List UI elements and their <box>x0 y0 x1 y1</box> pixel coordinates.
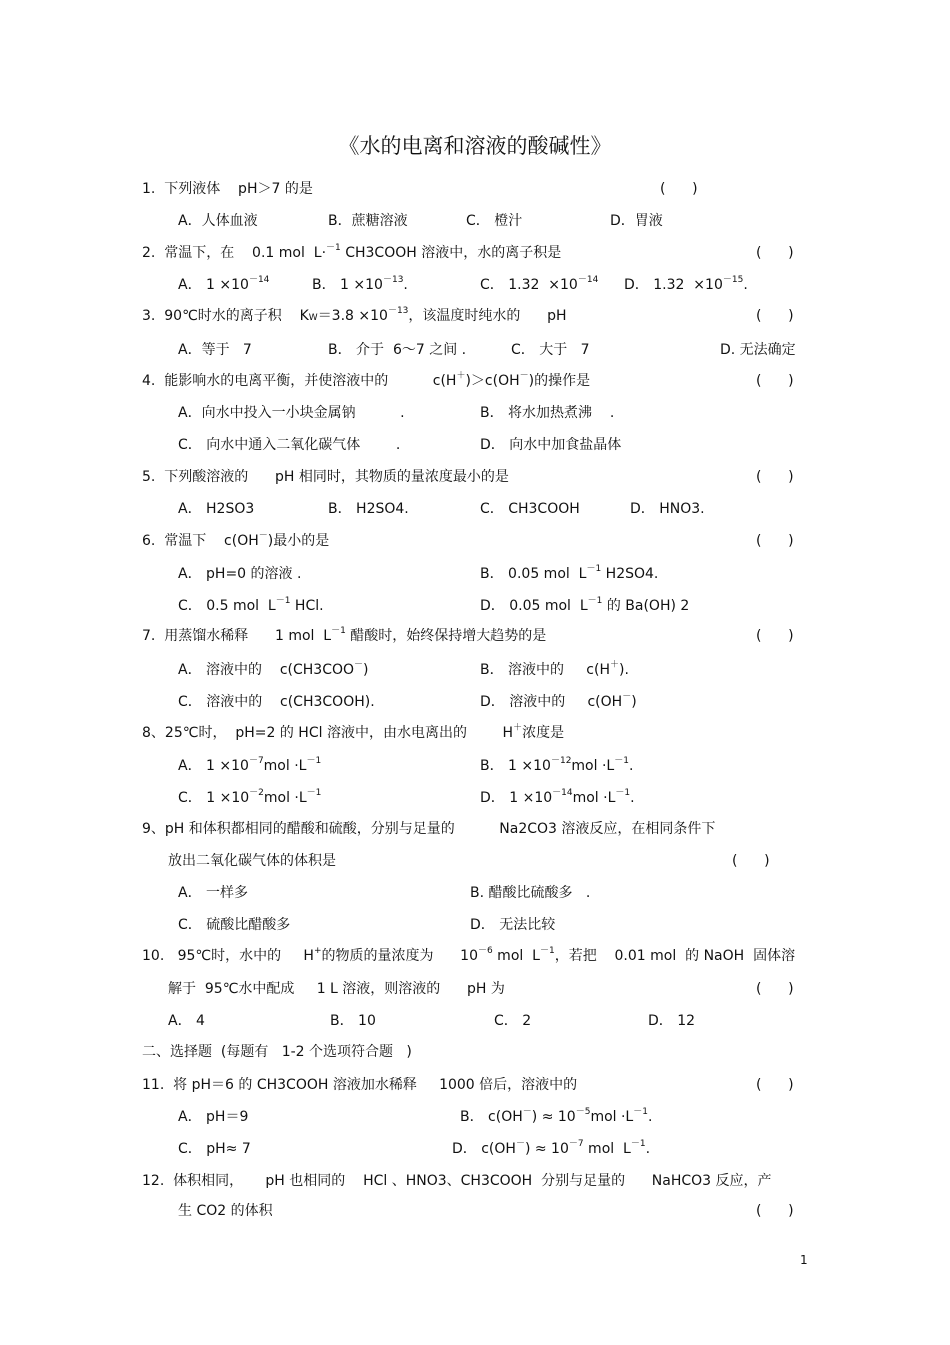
q7-option-d: D． 溶液中的 c(OH－) <box>480 692 637 710</box>
question-12-stem-cont: 生 CO2 的体积 <box>178 1203 273 1219</box>
q6-option-a: A． pH=0 的溶液 . <box>178 566 302 582</box>
q2-option-a: A． $1 \times 10^{-14}$ <box>178 275 270 293</box>
q2-option-b: B． $1 \times 10^{-13}$. <box>312 275 408 293</box>
q10-option-b: B． 10 <box>330 1013 376 1029</box>
question-10-stem: 10. 95℃时，水中的 H+的物质的量浓度为 $10^{-6}$ mol $L^{-1}$，若把 0.01 mol 的 NaOH 固体溶 <box>142 946 796 964</box>
q11-option-c: C． pH≈ 7 <box>178 1141 251 1157</box>
question-12-stem: 12. 体积相同， pH 也相同的 HCl 、HNO3、CH3COOH 分别与足量的 NaHCO3 反应，产 <box>142 1173 772 1189</box>
question-5-stem: 5. 下列酸溶液的 pH 相同时，其物质的量浓度最小的是 <box>142 469 509 485</box>
q5-option-a: A． H2SO3 <box>178 501 255 517</box>
question-2-stem: 2. 常温下，在 0.1 mol L·$^{-1}$ CH3COOH 溶液中，水的离子积是 <box>142 243 562 261</box>
q6-option-b: B． 0.05 mol $L^{-1}$ H2SO4. <box>480 564 659 582</box>
question-7-stem: 7. 用蒸馏水稀释 1 mol $L^{-1}$ 醋酸时，始终保持增大趋势的是 <box>142 626 547 644</box>
question-8-stem: 8、25℃时， pH=2 的 HCl 溶液中，由水电离出的 H＋浓度是 <box>142 723 565 741</box>
q2-option-c: C． $1.32 \times 10^{-14}$ <box>480 275 599 293</box>
q5-option-d: D． HNO3. <box>630 501 705 517</box>
answer-bracket: ( ) <box>732 853 770 869</box>
q7-option-c: C． 溶液中的 c(CH3COOH). <box>178 694 375 710</box>
q10-option-c: C． 2 <box>494 1013 532 1029</box>
q11-option-b: B． $c(OH^-) \approx 10^{-5}mol \cdot L^{-1}$. <box>460 1107 653 1125</box>
q8-option-b: B． $1 \times 10^{-12}mol \cdot L^{-1}$. <box>480 756 634 774</box>
q6-option-c: C． 0.5 mol $L^{-1}$ HCl. <box>178 596 324 614</box>
q8-option-a: A． $1 \times 10^{-7}mol \cdot L^{-1}$ <box>178 756 322 774</box>
q5-option-b: B． H2SO4. <box>328 501 409 517</box>
answer-bracket: ( ) <box>756 308 794 324</box>
q4-option-a: A．向水中投入一小块金属钠 . <box>178 405 405 421</box>
answer-bracket: ( ) <box>756 533 794 549</box>
q5-option-c: C． CH3COOH <box>480 501 580 517</box>
answer-bracket: ( ) <box>756 1077 794 1093</box>
q1-option-a: A．人体血液 <box>178 213 258 229</box>
answer-bracket: ( ) <box>756 628 794 644</box>
q9-option-b: B. 醋酸比硫酸多 . <box>470 885 591 901</box>
q4-option-b: B． 将水加热煮沸 . <box>480 405 615 421</box>
q7-option-a: A． 溶液中的 c(CH3COO－) <box>178 660 369 678</box>
question-3-stem: 3. 90℃时水的离子积 $K_W=3.8 \times 10^{-13}$，该温度时纯水的 pH <box>142 306 567 324</box>
answer-bracket: ( ) <box>756 1203 794 1219</box>
q1-option-d: D．胃液 <box>610 213 663 229</box>
q8-option-d: D． $1 \times 10^{-14}mol \cdot L^{-1}$. <box>480 788 635 806</box>
q4-option-c: C． 向水中通入二氧化碳气体 . <box>178 437 401 453</box>
q4-option-d: D． 向水中加食盐晶体 <box>480 437 622 453</box>
q7-option-b: B． 溶液中的 c(H＋). <box>480 660 629 678</box>
question-10-stem-cont: 解于 95℃水中配成 1 L 溶液，则溶液的 pH 为 <box>168 981 505 997</box>
question-11-stem: 11. 将 pH＝6 的 CH3COOH 溶液加水稀释 1000 倍后，溶液中的 <box>142 1077 578 1093</box>
page-title: 《水的电离和溶液的酸碱性》 <box>338 134 612 158</box>
question-6-stem: 6. 常温下 c(OH－)最小的是 <box>142 531 330 549</box>
answer-bracket: ( ) <box>756 373 794 389</box>
answer-bracket: ( ) <box>756 981 794 997</box>
q3-option-c: C． 大于 7 <box>511 342 590 358</box>
answer-bracket: ( ) <box>756 245 794 261</box>
q3-option-b: B． 介于 6～7 之间 . <box>328 342 467 358</box>
q10-option-d: D． 12 <box>648 1013 696 1029</box>
q8-option-c: C． $1 \times 10^{-2}mol \cdot L^{-1}$ <box>178 788 322 806</box>
q2-option-d: D． $1.32 \times 10^{-15}$. <box>624 275 748 293</box>
question-4-stem: 4. 能影响水的电离平衡，并使溶液中的 c(H＋)＞c(OH－)的操作是 <box>142 371 591 389</box>
q3-option-d: D. 无法确定 <box>720 342 796 358</box>
answer-bracket: ( ) <box>660 181 698 197</box>
section-heading: 二、选择题 (每题有 1-2 个选项符合题 ) <box>142 1044 412 1060</box>
q10-option-a: A． 4 <box>168 1013 205 1029</box>
page-number: 1 <box>800 1253 808 1267</box>
question-9-stem: 9、pH 和体积都相同的醋酸和硫酸，分别与足量的 Na2CO3 溶液反应，在相同条件下 <box>142 821 716 837</box>
q9-option-d: D． 无法比较 <box>470 917 556 933</box>
q3-option-a: A．等于 7 <box>178 342 252 358</box>
q9-option-c: C． 硫酸比醋酸多 <box>178 917 291 933</box>
question-1-stem: 1. 下列液体 pH＞7 的是 <box>142 181 313 197</box>
q9-option-a: A． 一样多 <box>178 885 249 901</box>
q11-option-d: D． $c(OH^-) \approx 10^{-7}$ mol $L^{-1}$. <box>452 1139 651 1157</box>
q6-option-d: D． 0.05 mol $L^{-1}$ 的 Ba(OH) 2 <box>480 596 690 614</box>
q11-option-a: A． pH＝9 <box>178 1109 249 1125</box>
q1-option-c: C． 橙汁 <box>466 213 523 229</box>
answer-bracket: ( ) <box>756 469 794 485</box>
q1-option-b: B．蔗糖溶液 <box>328 213 408 229</box>
question-9-stem-cont: 放出二氧化碳气体的体积是 <box>168 853 336 869</box>
